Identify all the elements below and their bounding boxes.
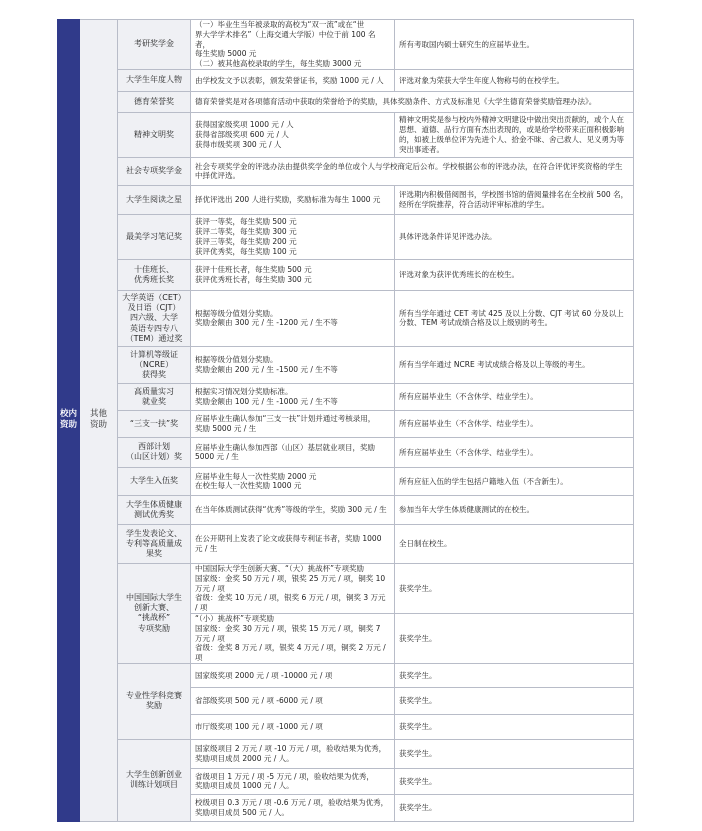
item-target: 获奖学生。 — [395, 794, 634, 821]
item-desc: 在公开期刊上发表了论文或获得专利证书者，奖励 1000 元 / 生 — [191, 524, 395, 563]
item-target: 获奖学生。 — [395, 768, 634, 794]
item-wide-desc: 社会专项奖学金的评选办法由提供奖学金的单位或个人与学校商定后公布。学校根据公布的评选办法，在符合评优评奖资格的学生中择优评选。 — [191, 157, 634, 185]
item-target: 获奖学生。 — [395, 739, 634, 768]
item-desc: 根据等级分值划分奖励。 奖励金额由 300 元 / 生 -1200 元 / 生不等 — [191, 290, 395, 346]
item-target: 评选对象为获评优秀班长的在校生。 — [395, 259, 634, 290]
item-desc: 市厅级奖项 100 元 / 项 -1000 元 / 项 — [191, 714, 395, 739]
table-row — [58, 157, 634, 185]
item-name: 社会专项奖学金 — [118, 157, 191, 185]
item-desc: 省部级奖项 500 元 / 项 -6000 元 / 项 — [191, 687, 395, 714]
table-row — [58, 383, 634, 410]
item-target: 所有当学年通过 CET 考试 425 及以上分数、CJT 考试 60 分及以上分数、TEM 考试成绩合格及以上级别的考生。 — [395, 290, 634, 346]
table-row — [58, 524, 634, 563]
item-target: 获奖学生。 — [395, 687, 634, 714]
item-name: 大学生体质健康 测试优秀奖 — [118, 495, 191, 524]
item-desc: 获得国家级奖项 1000 元 / 人 获得省部级奖项 600 元 / 人 获得市级奖项 300 元 / 人 — [191, 112, 395, 157]
table-row — [58, 290, 634, 346]
item-name: 德育荣誉奖 — [118, 91, 191, 112]
item-name: 精神文明奖 — [118, 112, 191, 157]
table-row — [58, 20, 634, 70]
item-target: 所有应届毕业生（不含休学、结业学生）。 — [395, 437, 634, 467]
funding-table — [57, 19, 634, 822]
item-desc: 国家级奖项 2000 元 / 项 -10000 元 / 项 — [191, 663, 395, 687]
item-desc: 国家级项目 2 万元 / 项 -10 万元 / 项，验收结果为优秀， 奖励项目成员 2000 元 / 人。 — [191, 739, 395, 768]
table-row — [58, 185, 634, 214]
table-row — [58, 467, 634, 495]
table-row — [58, 437, 634, 467]
category-cell: 校内 资助 — [58, 20, 80, 822]
item-name: 学生发表论文、 专利等高质量成 果奖 — [118, 524, 191, 563]
item-name: 计算机等级证 （NCRE） 获得奖 — [118, 346, 191, 383]
item-desc: 由学校发文予以表彰，颁发荣誉证书，奖励 1000 元 / 人 — [191, 69, 395, 91]
item-target: 获奖学生。 — [395, 663, 634, 687]
item-target: 具体评选条件详见评选办法。 — [395, 214, 634, 259]
item-desc: 择优评选出 200 人进行奖励，奖励标准为每生 1000 元 — [191, 185, 395, 214]
item-target: 参加当年大学生体质健康测试的在校生。 — [395, 495, 634, 524]
item-desc: 省级项目 1 万元 / 项 -5 万元 / 项，验收结果为优秀， 奖励项目成员 1000 元 / 人。 — [191, 768, 395, 794]
item-name: 西部计划 （山区计划）奖 — [118, 437, 191, 467]
item-desc: 校级项目 0.3 万元 / 项 -0.6 万元 / 项，验收结果为优秀， 奖励项目成员 500 元 / 人。 — [191, 794, 395, 821]
item-desc: 应届毕业生确认参加西部（山区）基层就业项目，奖励 5000 元 / 生 — [191, 437, 395, 467]
table-row — [58, 495, 634, 524]
item-desc: 获评十佳班长者，每生奖励 500 元 获评优秀班长者，每生奖励 300 元 — [191, 259, 395, 290]
item-name: 十佳班长、 优秀班长奖 — [118, 259, 191, 290]
table-row — [58, 410, 634, 437]
item-name: 最美学习笔记奖 — [118, 214, 191, 259]
table-row — [58, 69, 634, 91]
item-desc: 获评一等奖，每生奖励 500 元 获评二等奖，每生奖励 300 元 获评三等奖，每生奖励 200 元 获评优秀奖，每生奖励 100 元 — [191, 214, 395, 259]
item-target: 所有应届毕业生（不含休学、结业学生）。 — [395, 383, 634, 410]
table-row — [58, 112, 634, 157]
item-desc: 中国国际大学生创新大赛、“（大）挑战杯”专项奖励 国家级：金奖 50 万元 / 项，银奖 25 万元 / 项，铜奖 10 万元 / 项 省级：金奖 10 万元 / 项，银奖 6 万元 / 项，铜奖 3 万元 / 项 — [191, 563, 395, 613]
item-target: 获奖学生。 — [395, 714, 634, 739]
item-name: 大学生入伍奖 — [118, 467, 191, 495]
table-row — [58, 91, 634, 112]
item-target: 全日制在校生。 — [395, 524, 634, 563]
item-target: 所有应征入伍的学生包括户籍地入伍（不含新生）。 — [395, 467, 634, 495]
item-target: 评选期内积极借阅图书，学校图书馆的借阅量排名在全校前 500 名，经所在学院推荐，符合活动评审标准的学生。 — [395, 185, 634, 214]
item-desc: （一）毕业生当年被录取的高校为“双一流”或在“世 界大学学术排名”（上海交通大学版）中位于前 100 名者， 每生奖励 5000 元 （二）被其他高校录取的学生，每生奖励 3000 元 — [191, 20, 395, 70]
table-row — [58, 259, 634, 290]
item-target: 所有应届毕业生（不含休学、结业学生）。 — [395, 410, 634, 437]
item-desc: “（小）挑战杯”专项奖励 国家级：金奖 30 万元 / 项，银奖 15 万元 / 项，铜奖 7 万元 / 项 省级：金奖 8 万元 / 项，银奖 4 万元 / 项，铜奖 2 万元 / 项 — [191, 613, 395, 663]
item-desc: 应届毕业生每人一次性奖励 2000 元 在校生每人一次性奖励 1000 元 — [191, 467, 395, 495]
item-name: 大学生阅读之星 — [118, 185, 191, 214]
item-target: 获奖学生。 — [395, 563, 634, 613]
table-row — [58, 346, 634, 383]
item-name: 考研奖学金 — [118, 20, 191, 70]
item-desc: 根据等级分值划分奖励。 奖励金额由 200 元 / 生 -1500 元 / 生不等 — [191, 346, 395, 383]
item-name: 中国国际大学生 创新大赛、 “挑战杯” 专项奖励 — [118, 563, 191, 663]
item-wide-desc: 德育荣誉奖是对各项德育活动中获取的荣誉给予的奖励，具体奖励条件、方式及标准见《大学生德育荣誉奖励管理办法》。 — [191, 91, 634, 112]
table-row — [58, 663, 634, 687]
item-target: 精神文明奖是参与校内外精神文明建设中做出突出贡献的，或个人在思想、道德、品行方面有杰出表现的，或是给学校带来正面积极影响的，如被上级单位评为先进个人、拾金不昧、舍己救人、见义勇为等突出事迹者。 — [395, 112, 634, 157]
item-desc: 在当年体质测试获得“优秀”等级的学生，奖励 300 元 / 生 — [191, 495, 395, 524]
item-target: 所有考取国内硕士研究生的应届毕业生。 — [395, 20, 634, 70]
table-row — [58, 739, 634, 768]
item-desc: 应届毕业生确认参加“三支一扶”计划并通过考核录用， 奖励 5000 元 / 生 — [191, 410, 395, 437]
item-target: 所有当学年通过 NCRE 考试成绩合格及以上等级的考生。 — [395, 346, 634, 383]
item-target: 评选对象为荣获大学生年度人物称号的在校学生。 — [395, 69, 634, 91]
item-desc: 根据实习情况划分奖励标准。 奖励金额由 100 元 / 生 -1000 元 / 生不等 — [191, 383, 395, 410]
table-row — [58, 214, 634, 259]
table-row — [58, 563, 634, 613]
item-name: “三支一扶”奖 — [118, 410, 191, 437]
item-name: 大学英语（CET） 及日语（CJT） 四六级、大学 英语专四专八 （TEM）通过奖 — [118, 290, 191, 346]
item-name: 大学生年度人物 — [118, 69, 191, 91]
subcategory-cell: 其他 资助 — [80, 20, 118, 822]
item-name: 大学生创新创业 训练计划项目 — [118, 739, 191, 821]
item-name: 高质量实习 就业奖 — [118, 383, 191, 410]
item-target: 获奖学生。 — [395, 613, 634, 663]
item-name: 专业性学科竞赛 奖励 — [118, 663, 191, 739]
